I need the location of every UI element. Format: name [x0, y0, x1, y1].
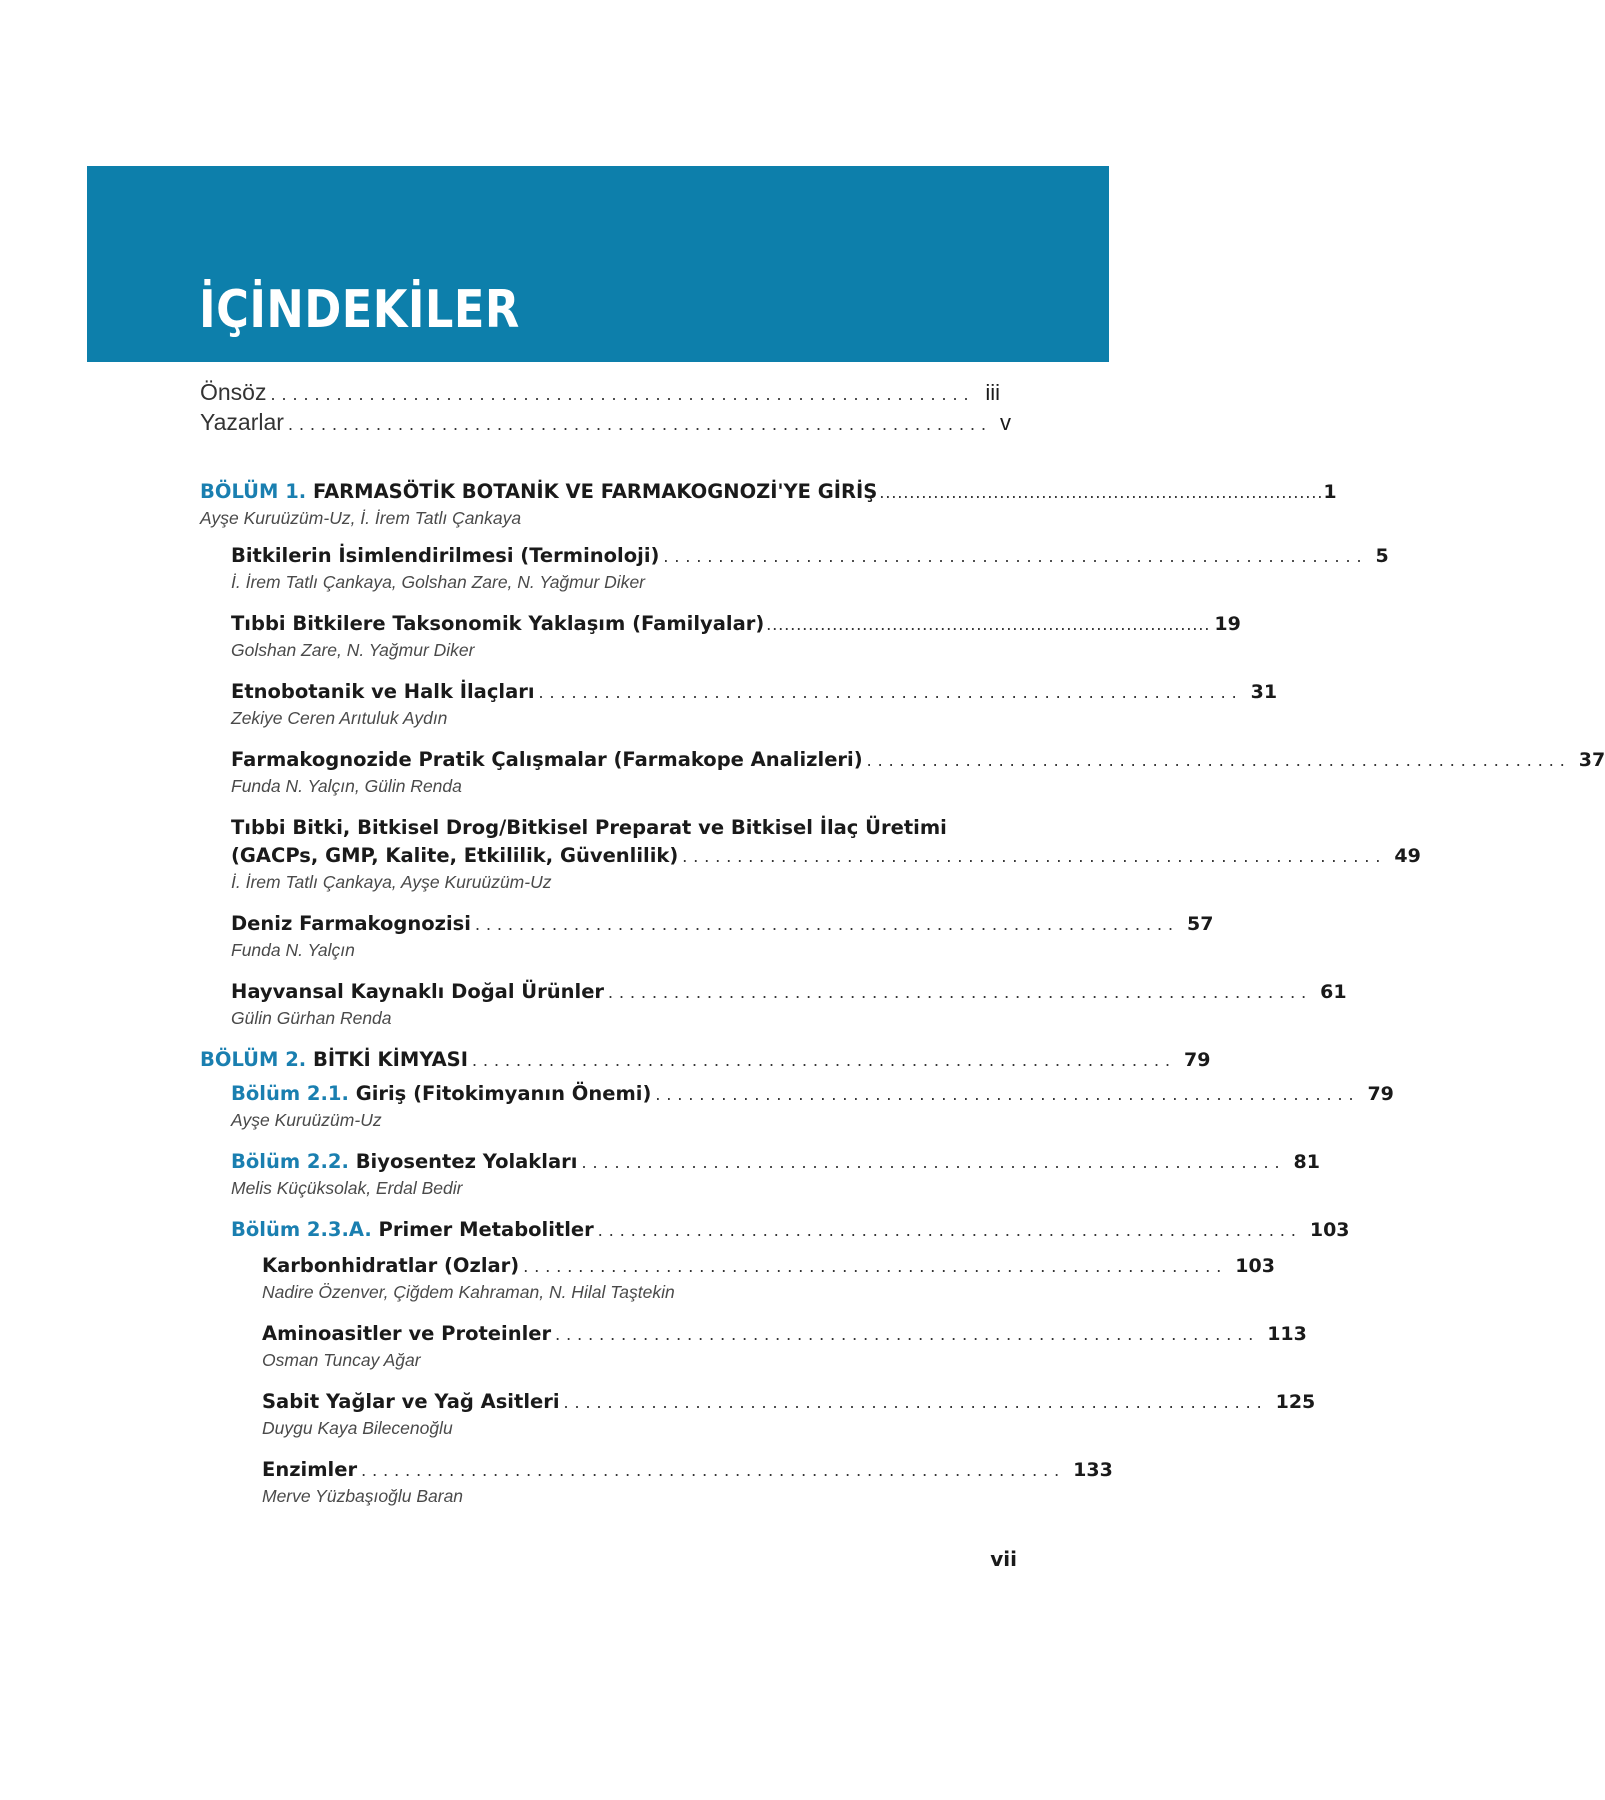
chapter-heading[interactable]: [200, 1046, 1211, 1074]
toc-section[interactable]: [200, 1148, 1320, 1200]
toc-entry[interactable]: [200, 610, 1241, 662]
chapter-2: [200, 1046, 1394, 1508]
leader-dots: ................................................................: [581, 1152, 1286, 1172]
toc-subentry[interactable]: [200, 1320, 1307, 1372]
toc-entry-title: Hayvansal Kaynaklı Doğal Ürünler: [231, 980, 605, 1003]
chapter-title: FARMASÖTİK BOTANİK VE FARMAKOGNOZİ'YE GİRİŞ: [312, 480, 878, 503]
leader-dots: ..........................................................................: [879, 482, 1324, 502]
toc-entry-title: Farmakognozide Pratik Çalışmalar (Farmakope Analizleri): [231, 748, 863, 771]
toc-section[interactable]: [200, 1216, 1350, 1244]
toc-entry-authors: İ. İrem Tatlı Çankaya, Ayşe Kuruüzüm-Uz: [231, 872, 552, 892]
leader-dots: ................................................................: [471, 1050, 1177, 1070]
toc-entry-title: Etnobotanik ve Halk İlaçları: [231, 680, 535, 703]
chapter-prefix: BÖLÜM 2.: [200, 1048, 307, 1071]
section-page: 81: [1293, 1151, 1320, 1173]
toc-entry-yazarlar[interactable]: [200, 408, 1011, 438]
toc-entry[interactable]: [200, 542, 1389, 594]
leader-dots: ................................................................: [682, 846, 1387, 866]
toc-entry-page: 49: [1394, 845, 1421, 867]
toc-entry-title: Tıbbi Bitkilere Taksonomik Yaklaşım (Familyalar): [231, 612, 765, 635]
toc-subentry-page: 133: [1073, 1459, 1113, 1481]
chapter-heading[interactable]: [200, 478, 1337, 506]
leader-dots: ................................................................: [663, 546, 1368, 566]
toc-subentry-authors: Nadire Özenver, Çiğdem Kahraman, N. Hilal Taştekin: [262, 1282, 675, 1302]
toc-subentry[interactable]: [200, 1456, 1113, 1508]
toc-entry-page: 19: [1214, 613, 1241, 635]
toc-subentry-title: Sabit Yağlar ve Yağ Asitleri: [262, 1390, 560, 1413]
table-of-contents: [200, 378, 1605, 1524]
leader-dots: ................................................................: [361, 1460, 1066, 1480]
toc-entry-title: Deniz Farmakognozisi: [231, 912, 471, 935]
toc-subentry-title: Aminoasitler ve Proteinler: [262, 1322, 552, 1345]
toc-entry-authors: Funda N. Yalçın: [231, 940, 355, 960]
toc-entry-authors: Gülin Gürhan Renda: [231, 1008, 392, 1028]
leader-dots: ................................................................: [608, 982, 1313, 1002]
leader-dots: ................................................................: [555, 1324, 1260, 1344]
toc-subentry-page: 113: [1267, 1323, 1307, 1345]
toc-entry-title: Önsöz: [200, 379, 267, 405]
toc-subentry-page: 125: [1275, 1391, 1316, 1413]
page-title: İÇİNDEKİLER: [199, 280, 520, 340]
section-page: 79: [1367, 1083, 1394, 1105]
toc-section[interactable]: [200, 1080, 1394, 1132]
section-prefix: Bölüm 2.2.: [231, 1150, 349, 1173]
leader-dots: ................................................................: [523, 1256, 1228, 1276]
toc-entry-page: 57: [1187, 913, 1214, 935]
leader-dots: ................................................................: [597, 1220, 1302, 1240]
toc-subentry-page: 103: [1235, 1255, 1275, 1277]
section-title: Primer Metabolitler: [378, 1218, 594, 1241]
toc-entry[interactable]: [200, 978, 1347, 1030]
toc-entry[interactable]: [200, 678, 1278, 730]
toc-entry-page: 37: [1578, 749, 1605, 771]
section-prefix: Bölüm 2.3.A.: [231, 1218, 372, 1241]
toc-entry-page: 61: [1320, 981, 1347, 1003]
toc-entry[interactable]: [200, 746, 1605, 798]
chapter-prefix: BÖLÜM 1.: [200, 480, 307, 503]
leader-dots: ................................................................: [287, 414, 992, 434]
toc-entry-page: 5: [1375, 545, 1389, 567]
toc-entry-page: 31: [1250, 681, 1278, 703]
toc-subentry[interactable]: [200, 1252, 1275, 1304]
header-band: [87, 166, 1109, 362]
section-title: Biyosentez Yolakları: [355, 1150, 578, 1173]
section-authors: Ayşe Kuruüzüm-Uz: [231, 1110, 382, 1130]
toc-entry-title: Bitkilerin İsimlendirilmesi (Terminoloji): [231, 544, 660, 567]
toc-subentry-authors: Duygu Kaya Bilecenoğlu: [262, 1418, 453, 1438]
leader-dots: ................................................................: [474, 914, 1180, 934]
toc-entry-page: iii: [985, 380, 1000, 405]
toc-subentry-title: Enzimler: [262, 1458, 358, 1481]
toc-entry[interactable]: [200, 814, 1421, 894]
leader-dots: ................................................................: [563, 1392, 1268, 1412]
leader-dots: ..........................................................................: [766, 614, 1211, 634]
section-page: 103: [1309, 1219, 1350, 1241]
leader-dots: ................................................................: [538, 682, 1243, 702]
page-number: vii: [990, 1547, 1017, 1571]
toc-entry-title: Yazarlar: [200, 409, 284, 435]
toc-entry-page: v: [1000, 410, 1011, 435]
toc-subentry-authors: Osman Tuncay Ağar: [262, 1350, 421, 1370]
toc-entry-authors: İ. İrem Tatlı Çankaya, Golshan Zare, N. Yağmur Diker: [231, 572, 646, 592]
toc-entry[interactable]: [200, 910, 1214, 962]
leader-dots: ................................................................: [270, 384, 975, 404]
toc-entry-authors: Zekiye Ceren Arıtuluk Aydın: [231, 708, 448, 728]
toc-entry-title-line1: Tıbbi Bitki, Bitkisel Drog/Bitkisel Preparat ve Bitkisel İlaç Üretimi: [231, 816, 947, 839]
section-authors: Melis Küçüksolak, Erdal Bedir: [231, 1178, 463, 1198]
toc-subentry-authors: Merve Yüzbaşıoğlu Baran: [262, 1486, 464, 1506]
toc-entry-title: (GACPs, GMP, Kalite, Etkililik, Güvenlilik): [231, 844, 679, 867]
chapter-authors: Ayşe Kuruüzüm-Uz, İ. İrem Tatlı Çankaya: [200, 508, 522, 528]
toc-entry-authors: Golshan Zare, N. Yağmur Diker: [231, 640, 475, 660]
chapter-1: [200, 478, 1605, 1030]
chapter-page: 79: [1184, 1049, 1211, 1071]
chapter-title: BİTKİ KİMYASI: [312, 1048, 468, 1071]
section-title: Giriş (Fitokimyanın Önemi): [355, 1082, 652, 1105]
leader-dots: ................................................................: [866, 750, 1571, 770]
chapter-page: 1: [1323, 481, 1337, 503]
toc-subentry[interactable]: [200, 1388, 1316, 1440]
toc-entry-authors: Funda N. Yalçın, Gülin Renda: [231, 776, 462, 796]
leader-dots: ................................................................: [655, 1084, 1360, 1104]
toc-entry-onsoz[interactable]: [200, 378, 1000, 408]
section-prefix: Bölüm 2.1.: [231, 1082, 349, 1105]
toc-subentry-title: Karbonhidratlar (Ozlar): [262, 1254, 520, 1277]
